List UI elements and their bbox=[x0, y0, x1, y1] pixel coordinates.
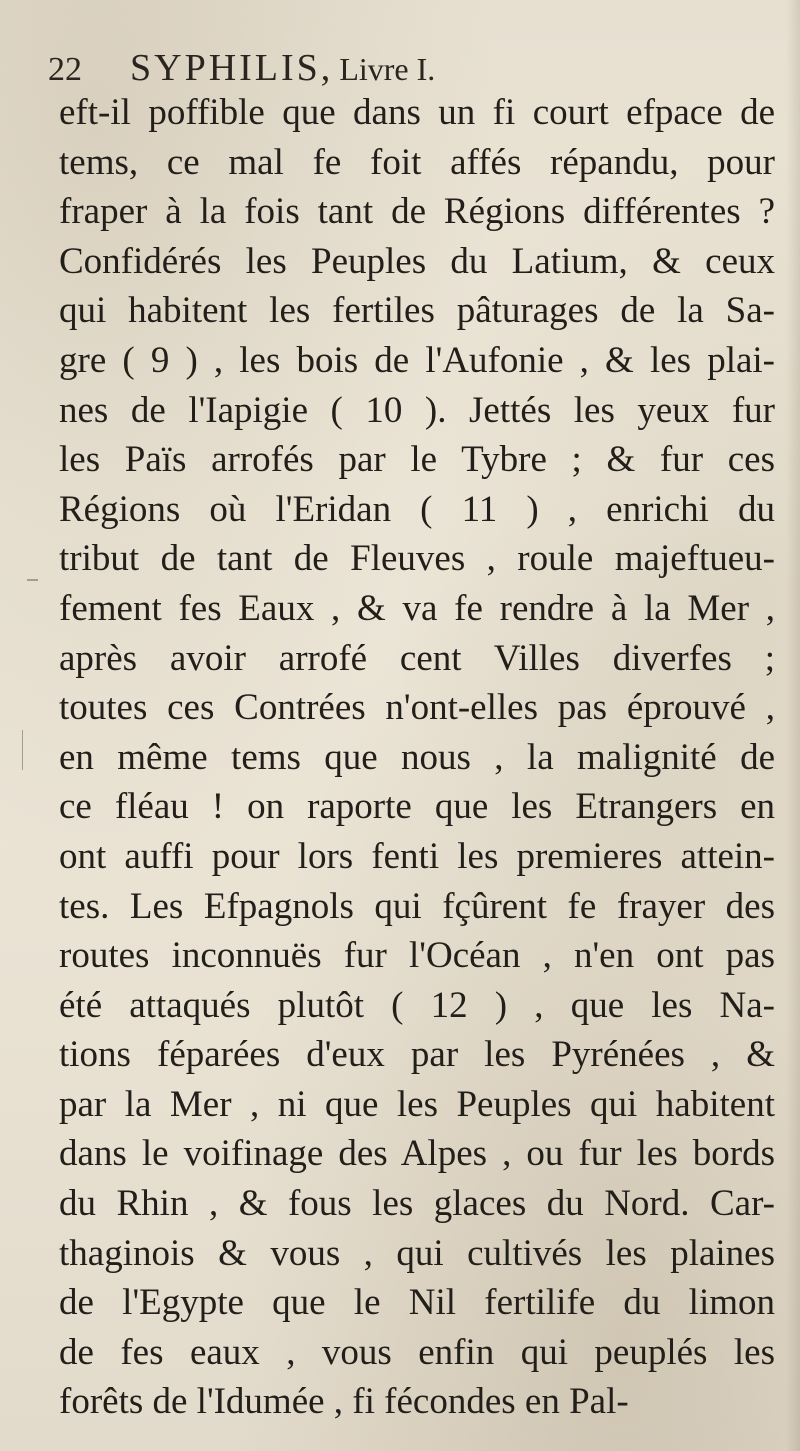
text-line: forêts de l'Idumée , fi fécondes en Pal- bbox=[59, 1381, 629, 1423]
margin-dash-mark bbox=[27, 579, 38, 581]
text-line: ont auffi pour lors fenti les premieres attein- bbox=[59, 835, 775, 877]
text-line: gre ( 9 ) , les bois de l'Aufonie , & les plai- bbox=[59, 339, 775, 381]
text-line: eft-il poffible que dans un fi court efpace de bbox=[59, 92, 775, 133]
text-line: Confidérés les Peuples du Latium, & ceux bbox=[59, 240, 775, 282]
margin-pencil-mark bbox=[22, 730, 23, 770]
text-line: dans le voifinage des Alpes , ou fur les bords bbox=[59, 1133, 775, 1175]
text-line: les Païs arrofés par le Tybre ; & fur ces bbox=[59, 439, 775, 481]
running-head bbox=[48, 46, 688, 90]
text-line: tems, ce mal fe foit affés répandu, pour bbox=[59, 141, 775, 183]
page-edge-shadow bbox=[786, 0, 800, 1451]
text-line: fraper à la fois tant de Régions différentes ? bbox=[59, 191, 775, 233]
text-line: fement fes Eaux , & va fe rendre à la Mer , bbox=[59, 587, 775, 629]
text-line: été attaqués plutôt ( 12 ) , que les Na- bbox=[59, 984, 775, 1026]
text-line: thaginois & vous , qui cultivés les plaines bbox=[59, 1232, 775, 1274]
text-line: par la Mer , ni que les Peuples qui habitent bbox=[59, 1083, 775, 1125]
text-line: ce fléau ! on raporte que les Etrangers en bbox=[59, 786, 775, 828]
text-line: nes de l'Iapigie ( 10 ). Jettés les yeux fur bbox=[59, 389, 775, 431]
running-subtitle: Livre I. bbox=[339, 51, 436, 87]
text-line: tes. Les Efpagnols qui fçûrent fe frayer des bbox=[59, 885, 775, 927]
text-line: tribut de tant de Fleuves , roule majeftueu- bbox=[59, 538, 775, 580]
running-title: SYPHILIS, bbox=[130, 47, 334, 89]
text-line: qui habitent les fertiles pâturages de la Sa- bbox=[59, 290, 775, 332]
text-line: routes inconnuës fur l'Océan , n'en ont pas bbox=[59, 935, 775, 977]
text-line: en même tems que nous , la malignité de bbox=[59, 736, 775, 778]
text-line: du Rhin , & fous les glaces du Nord. Car- bbox=[59, 1183, 775, 1225]
text-line: Régions où l'Eridan ( 11 ) , enrichi du bbox=[59, 488, 775, 530]
text-line: toutes ces Contrées n'ont-elles pas éprouvé , bbox=[59, 687, 775, 729]
text-line: de l'Egypte que le Nil fertilife du limon bbox=[59, 1282, 775, 1324]
text-line: de fes eaux , vous enfin qui peuplés les bbox=[59, 1331, 775, 1373]
text-line: tions féparées d'eux par les Pyrénées , & bbox=[59, 1034, 775, 1076]
text-line: après avoir arrofé cent Villes diverfes ; bbox=[59, 637, 775, 679]
body-text bbox=[59, 88, 775, 1427]
page-number: 22 bbox=[48, 51, 82, 88]
